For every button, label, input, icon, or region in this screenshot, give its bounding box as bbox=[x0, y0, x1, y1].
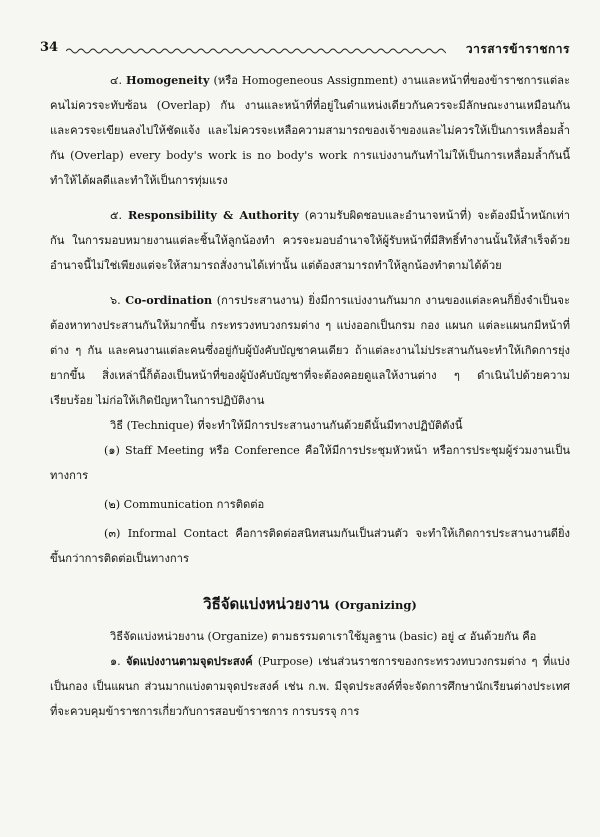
subitem-text: Communication การติดต่อ bbox=[123, 498, 265, 511]
subitem-number: (๒) bbox=[104, 498, 121, 511]
item-number: ๖. bbox=[110, 294, 121, 307]
item-text: (ความรับผิดชอบและอำนาจหน้าที่) จะต้องมีน้ำหนักเท่ากัน ในการมอบหมายงานแต่ละชิ้นให้ลูกน้องทำ ควรจะมอบอำนาจให้ผู้รับหน้าที่มีสิทธิ์ทำงานนั้นให้สำเร็จด้วย อำนาจนี้ไม่ใช่เพียงแต่จะให้สามารถสั่งงานได้เท่านั้น แต่ต้องสามารถทำให้ลูกน้องทำตามได้ด้วย bbox=[50, 209, 570, 272]
item-term: จัดแบ่งงานตามจุดประสงค์ bbox=[125, 654, 253, 668]
section-title-thai: วิธีจัดแบ่งหน่วยงาน bbox=[203, 595, 330, 613]
page-header bbox=[40, 40, 570, 62]
technique-lead: วิธี (Technique) ที่จะทำให้มีการประสานงานกันด้วยดีนั้นมีทางปฏิบัติดังนี้ bbox=[110, 419, 463, 432]
section-intro: วิธีจัดแบ่งหน่วยงาน (Organize) ตามธรรมดาเราใช้มูลฐาน (basic) อยู่ ๔ อันด้วยกัน คือ bbox=[110, 630, 537, 643]
page-number: 34 bbox=[40, 40, 59, 55]
technique-subitem bbox=[50, 492, 570, 517]
item-number: ๕. bbox=[110, 209, 123, 222]
item-term: Co-ordination bbox=[125, 293, 213, 307]
subitem-text: Informal Contact คือการติดต่อสนิทสนมกันเป็นส่วนตัว จะทำให้เกิดการประสานงานดียิ่งขึ้นกว่าการติดต่อเป็นทางการ bbox=[50, 527, 571, 565]
technique-subitem bbox=[50, 521, 570, 571]
subitem-number: (๑) bbox=[104, 444, 120, 457]
item-coordination bbox=[50, 288, 570, 413]
section-item-purpose bbox=[50, 649, 570, 724]
item-term: Responsibility & Authority bbox=[127, 208, 299, 222]
technique-subitem bbox=[50, 438, 570, 488]
section-title bbox=[50, 593, 570, 616]
item-homogeneity bbox=[50, 68, 570, 193]
wavy-header-rule bbox=[66, 46, 446, 56]
item-number: ๔. bbox=[110, 74, 123, 87]
item-text: (หรือ Homogeneous Assignment) งานและหน้าที่ของข้าราชการแต่ละคนไม่ควรจะทับซ้อน (Overlap) กัน งานและหน้าที่ที่อยู่ในตำแหน่งเดียวกันควรจะมีลักษณะงานเหมือนกัน และควรจะเขียนลงไปให้ชัดแจ้ง และไม่ควรจะเหลือความสามารถของเจ้าของและไม่ควรให้เป็นการเหลื่อมล้ำกัน (Overlap) every body's work is no body's work การแบ่งงานกันทำไม่ให้เป็นการเหลื่อมล้ำกันนี้ ทำให้ได้ผลดีและทำให้เป็นการทุ่มแรง bbox=[50, 74, 570, 187]
journal-title: วารสารข้าราชการ bbox=[465, 42, 570, 56]
subitem-number: (๓) bbox=[104, 527, 121, 540]
subitem-text: Staff Meeting หรือ Conference คือให้มีการประชุมหัวหน้า หรือการประชุมผู้ร่วมงานเป็นทางการ bbox=[50, 444, 570, 482]
item-text: (การประสานงาน) ยิ่งมีการแบ่งงานกันมาก งานของแต่ละคนก็ยิ่งจำเป็นจะต้องหาทางประสานกันให้มากขึ้น กระทรวงทบวงกรมต่าง ๆ แบ่งออกเป็นกรม กอง แผนก แต่ละแผนกมีหน้าที่ต่าง ๆ กัน และคนงานแต่ละคนซึ่งอยู่กับผู้บังคับบัญชาคนเดียว ถ้าแต่ละงานไม่ประสานกันจะทำให้เกิดการยุ่งยากขึ้น สิ่งเหล่านี้ก็ต้องเป็นหน้าที่ของผู้บังคับบัญชาที่จะต้องคอยดูแลให้งานต่าง ๆ ดำเนินไปด้วยความเรียบร้อย ไม่ก่อให้เกิดปัญหาในการปฏิบัติงาน bbox=[50, 294, 570, 407]
item-term: Homogeneity bbox=[126, 73, 210, 87]
page-body bbox=[50, 68, 570, 724]
item-text: (Purpose) เช่นส่วนราชการของกระทรวงทบวงกรมต่าง ๆ ที่แบ่งเป็นกอง เป็นแผนก ส่วนมากแบ่งตามจุดประสงค์ เช่น ก.พ. มีจุดประสงค์ที่จะจัดการศึกษานักเรียนต่างประเทศ ที่จะควบคุมข้าราชการเกี่ยวกับการสอบข้าราชการ การบรรจุ การ bbox=[50, 655, 570, 718]
section-title-english: (Organizing) bbox=[334, 598, 417, 612]
item-number: ๑. bbox=[110, 655, 121, 668]
item-responsibility bbox=[50, 203, 570, 278]
